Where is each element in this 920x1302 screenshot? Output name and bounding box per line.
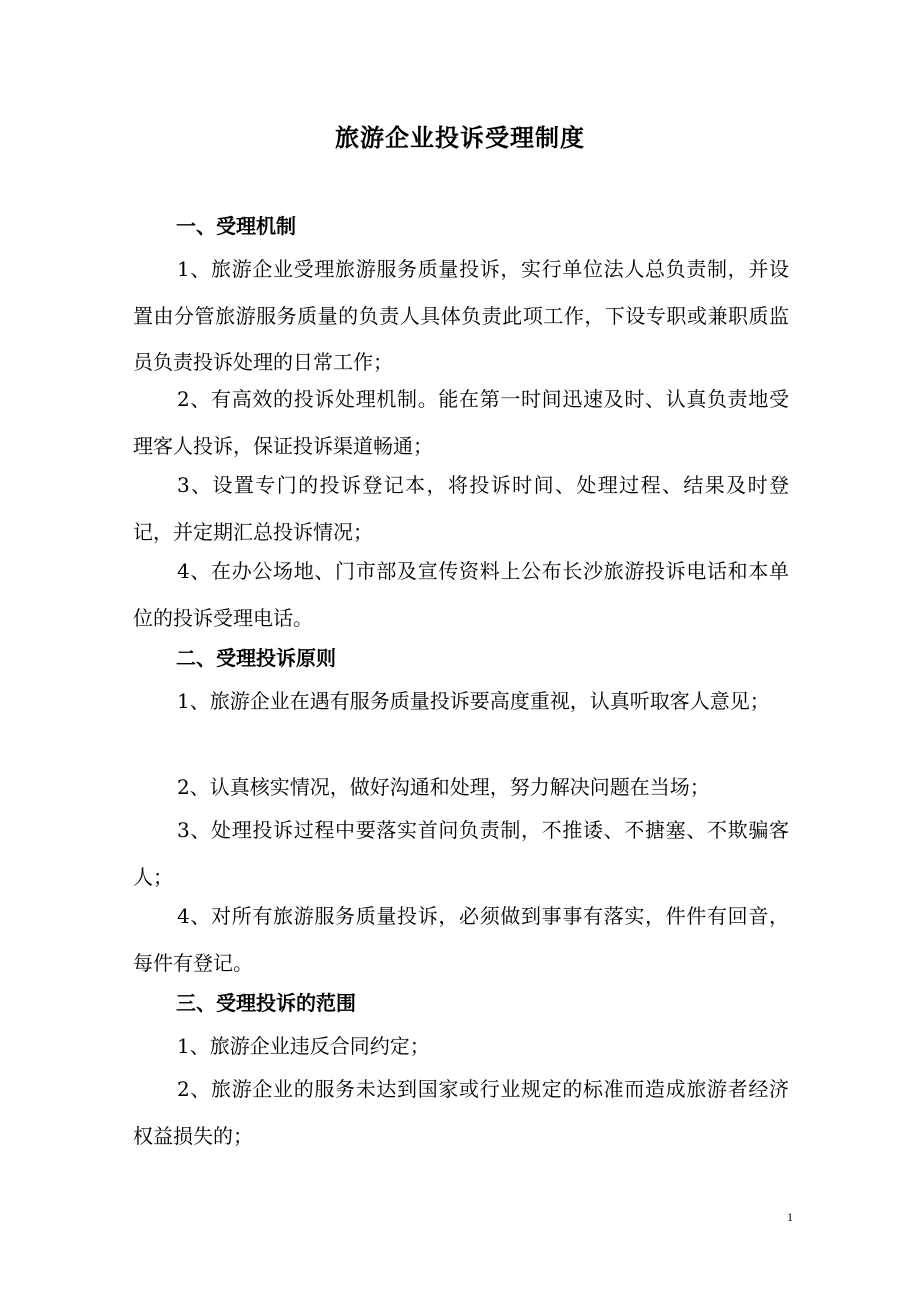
section-1-item-2: 2、有高效的投诉处理机制。能在第一时间迅速及时、认真负责地受理客人投诉，保证投诉渠道畅通； xyxy=(133,387,789,458)
section-heading-2: 二、受理投诉原则 xyxy=(176,646,336,670)
document-title: 旅游企业投诉受理制度 xyxy=(335,124,585,152)
section-2-item-2: 2、认真核实情况，做好沟通和处理，努力解决问题在当场； xyxy=(177,775,710,799)
section-1-item-1: 1、旅游企业受理旅游服务质量投诉，实行单位法人总负责制，并设置由分管旅游服务质量的负责人具体负责此项工作，下设专职或兼职质监员负责投诉处理的日常工作； xyxy=(133,257,789,374)
section-2-item-4: 4、对所有旅游服务质量投诉，必须做到事事有落实，件件有回音，每件有登记。 xyxy=(133,904,789,975)
section-1-item-4: 4、在办公场地、门市部及宣传资料上公布长沙旅游投诉电话和本单位的投诉受理电话。 xyxy=(133,559,789,630)
section-3-item-1: 1、旅游企业违反合同约定； xyxy=(177,1034,430,1058)
section-heading-1: 一、受理机制 xyxy=(176,214,296,238)
page-number: 1 xyxy=(787,1210,793,1224)
section-heading-3: 三、受理投诉的范围 xyxy=(176,991,356,1015)
section-2-item-1: 1、旅游企业在遇有服务质量投诉要高度重视，认真听取客人意见； xyxy=(177,689,770,713)
section-2-item-3: 3、处理投诉过程中要落实首问负责制，不推诿、不搪塞、不欺骗客人； xyxy=(133,818,789,889)
section-3-item-2: 2、旅游企业的服务未达到国家或行业规定的标准而造成旅游者经济权益损失的； xyxy=(133,1077,789,1148)
section-1-item-3: 3、设置专门的投诉登记本，将投诉时间、处理过程、结果及时登记，并定期汇总投诉情况； xyxy=(133,473,789,544)
